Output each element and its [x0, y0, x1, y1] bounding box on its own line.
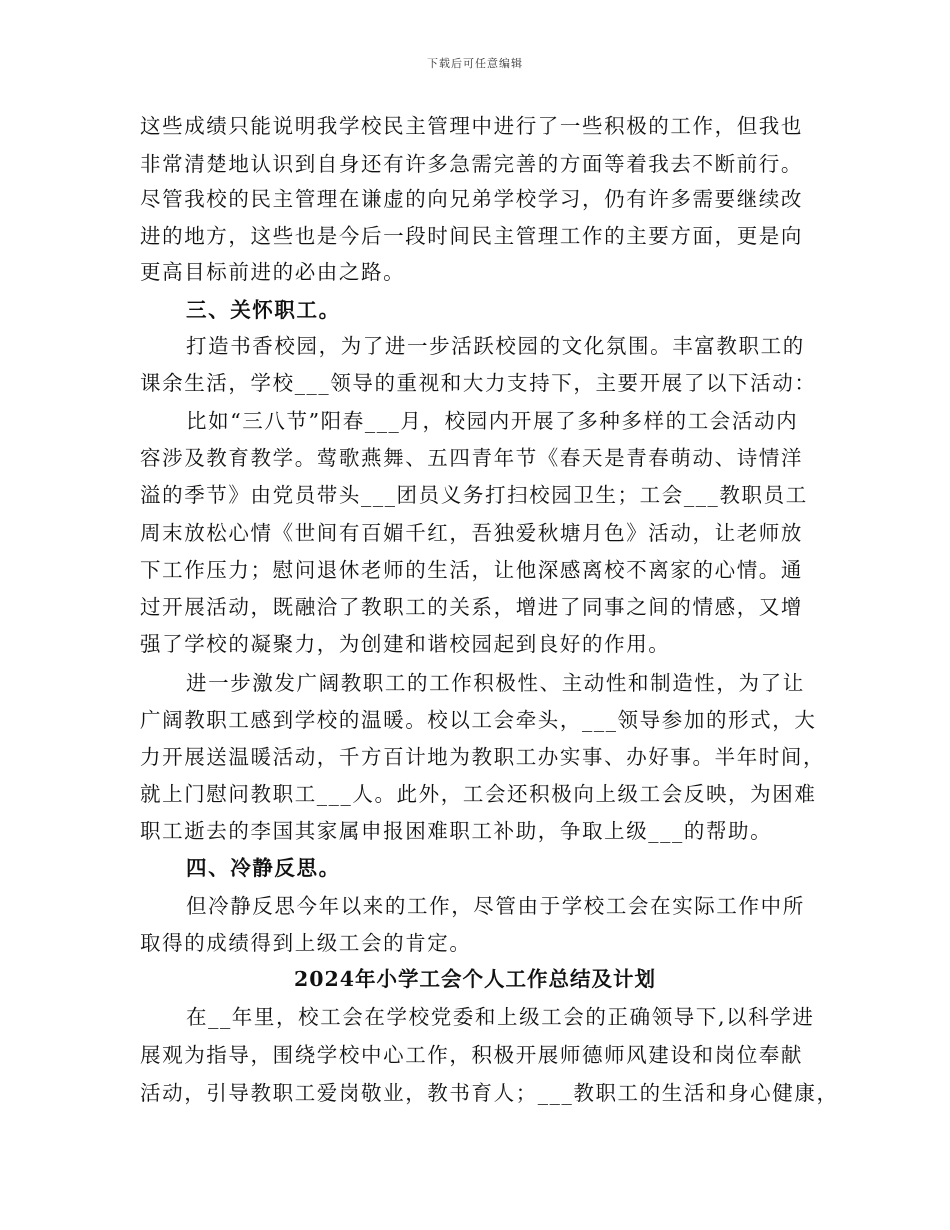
paragraph-line: 活动，引导教职工爱岗敬业，教书育人；___教职工的生活和身心健康， [140, 1081, 839, 1105]
section-heading: 三、关怀职工。 [186, 298, 341, 322]
paragraph-line: 在__年里，校工会在学校党委和上级工会的正确领导下,以科学进 [186, 1005, 815, 1029]
paragraph-line: 进的地方，这些也是今后一段时间民主管理工作的主要方面，更是向 [140, 224, 803, 248]
paragraph-line: 课余生活，学校___领导的重视和大力支持下，主要开展了以下活动： [140, 371, 817, 395]
paragraph-line: 非常清楚地认识到自身还有许多急需完善的方面等着我去不断前行。 [140, 152, 803, 176]
paragraph-line: 打造书香校园，为了进一步活跃校园的文化氛围。丰富教职工的 [186, 334, 805, 358]
paragraph-line: 就上门慰问教职工___人。此外，工会还积极向上级工会反映，为困难 [140, 782, 817, 806]
paragraph-line: 更高目标前进的必由之路。 [140, 260, 406, 284]
paragraph-line: 强了学校的凝聚力，为创建和谐校园起到良好的作用。 [140, 632, 671, 656]
paragraph-line: 周末放松心情《世间有百媚千红，吾独爱秋塘月色》活动，让老师放 [140, 521, 803, 545]
paragraph-line: 比如“三八节”阳春___月，校园内开展了多种多样的工会活动内 [186, 409, 799, 433]
paragraph-line: 尽管我校的民主管理在谦虚的向兄弟学校学习，仍有许多需要继续改 [140, 187, 803, 211]
paragraph-line: 溢的季节》由党员带头___团员义务打扫校园卫生；工会___教职员工 [140, 483, 808, 507]
section-heading: 四、冷静反思。 [186, 856, 341, 880]
page-header-note: 下载后可任意编辑 [427, 57, 523, 70]
paragraph-line: 展观为指导，围绕学校中心工作，积极开展师德师风建设和岗位奉献 [140, 1043, 803, 1067]
paragraph-line: 容涉及教育教学。莺歌燕舞、五四青年节《春天是青春萌动、诗情洋 [140, 446, 803, 470]
paragraph-line: 下工作压力；慰问退休老师的生活，让他深感离校不离家的心情。通 [140, 558, 803, 582]
paragraph-line: 取得的成绩得到上级工会的肯定。 [140, 931, 472, 955]
paragraph-line: 力开展送温暖活动，千方百计地为教职工办实事、办好事。半年时间， [140, 745, 826, 769]
paragraph-line: 进一步激发广阔教职工的工作积极性、主动性和制造性，为了让 [186, 671, 805, 695]
paragraph-line: 广阔教职工感到学校的温暖。校以工会牵头，___领导参加的形式，大 [140, 708, 817, 732]
document-title: 2024年小学工会个人工作总结及计划 [293, 967, 657, 991]
paragraph-line: 但冷静反思今年以来的工作，尽管由于学校工会在实际工作中所 [186, 894, 805, 918]
paragraph-line: 过开展活动，既融洽了教职工的关系，增进了同事之间的情感，又增 [140, 595, 803, 619]
paragraph-line: 职工逝去的李国其家属申报困难职工补助，争取上级___的帮助。 [140, 819, 773, 843]
paragraph-line: 这些成绩只能说明我学校民主管理中进行了一些积极的工作，但我也 [140, 114, 803, 138]
